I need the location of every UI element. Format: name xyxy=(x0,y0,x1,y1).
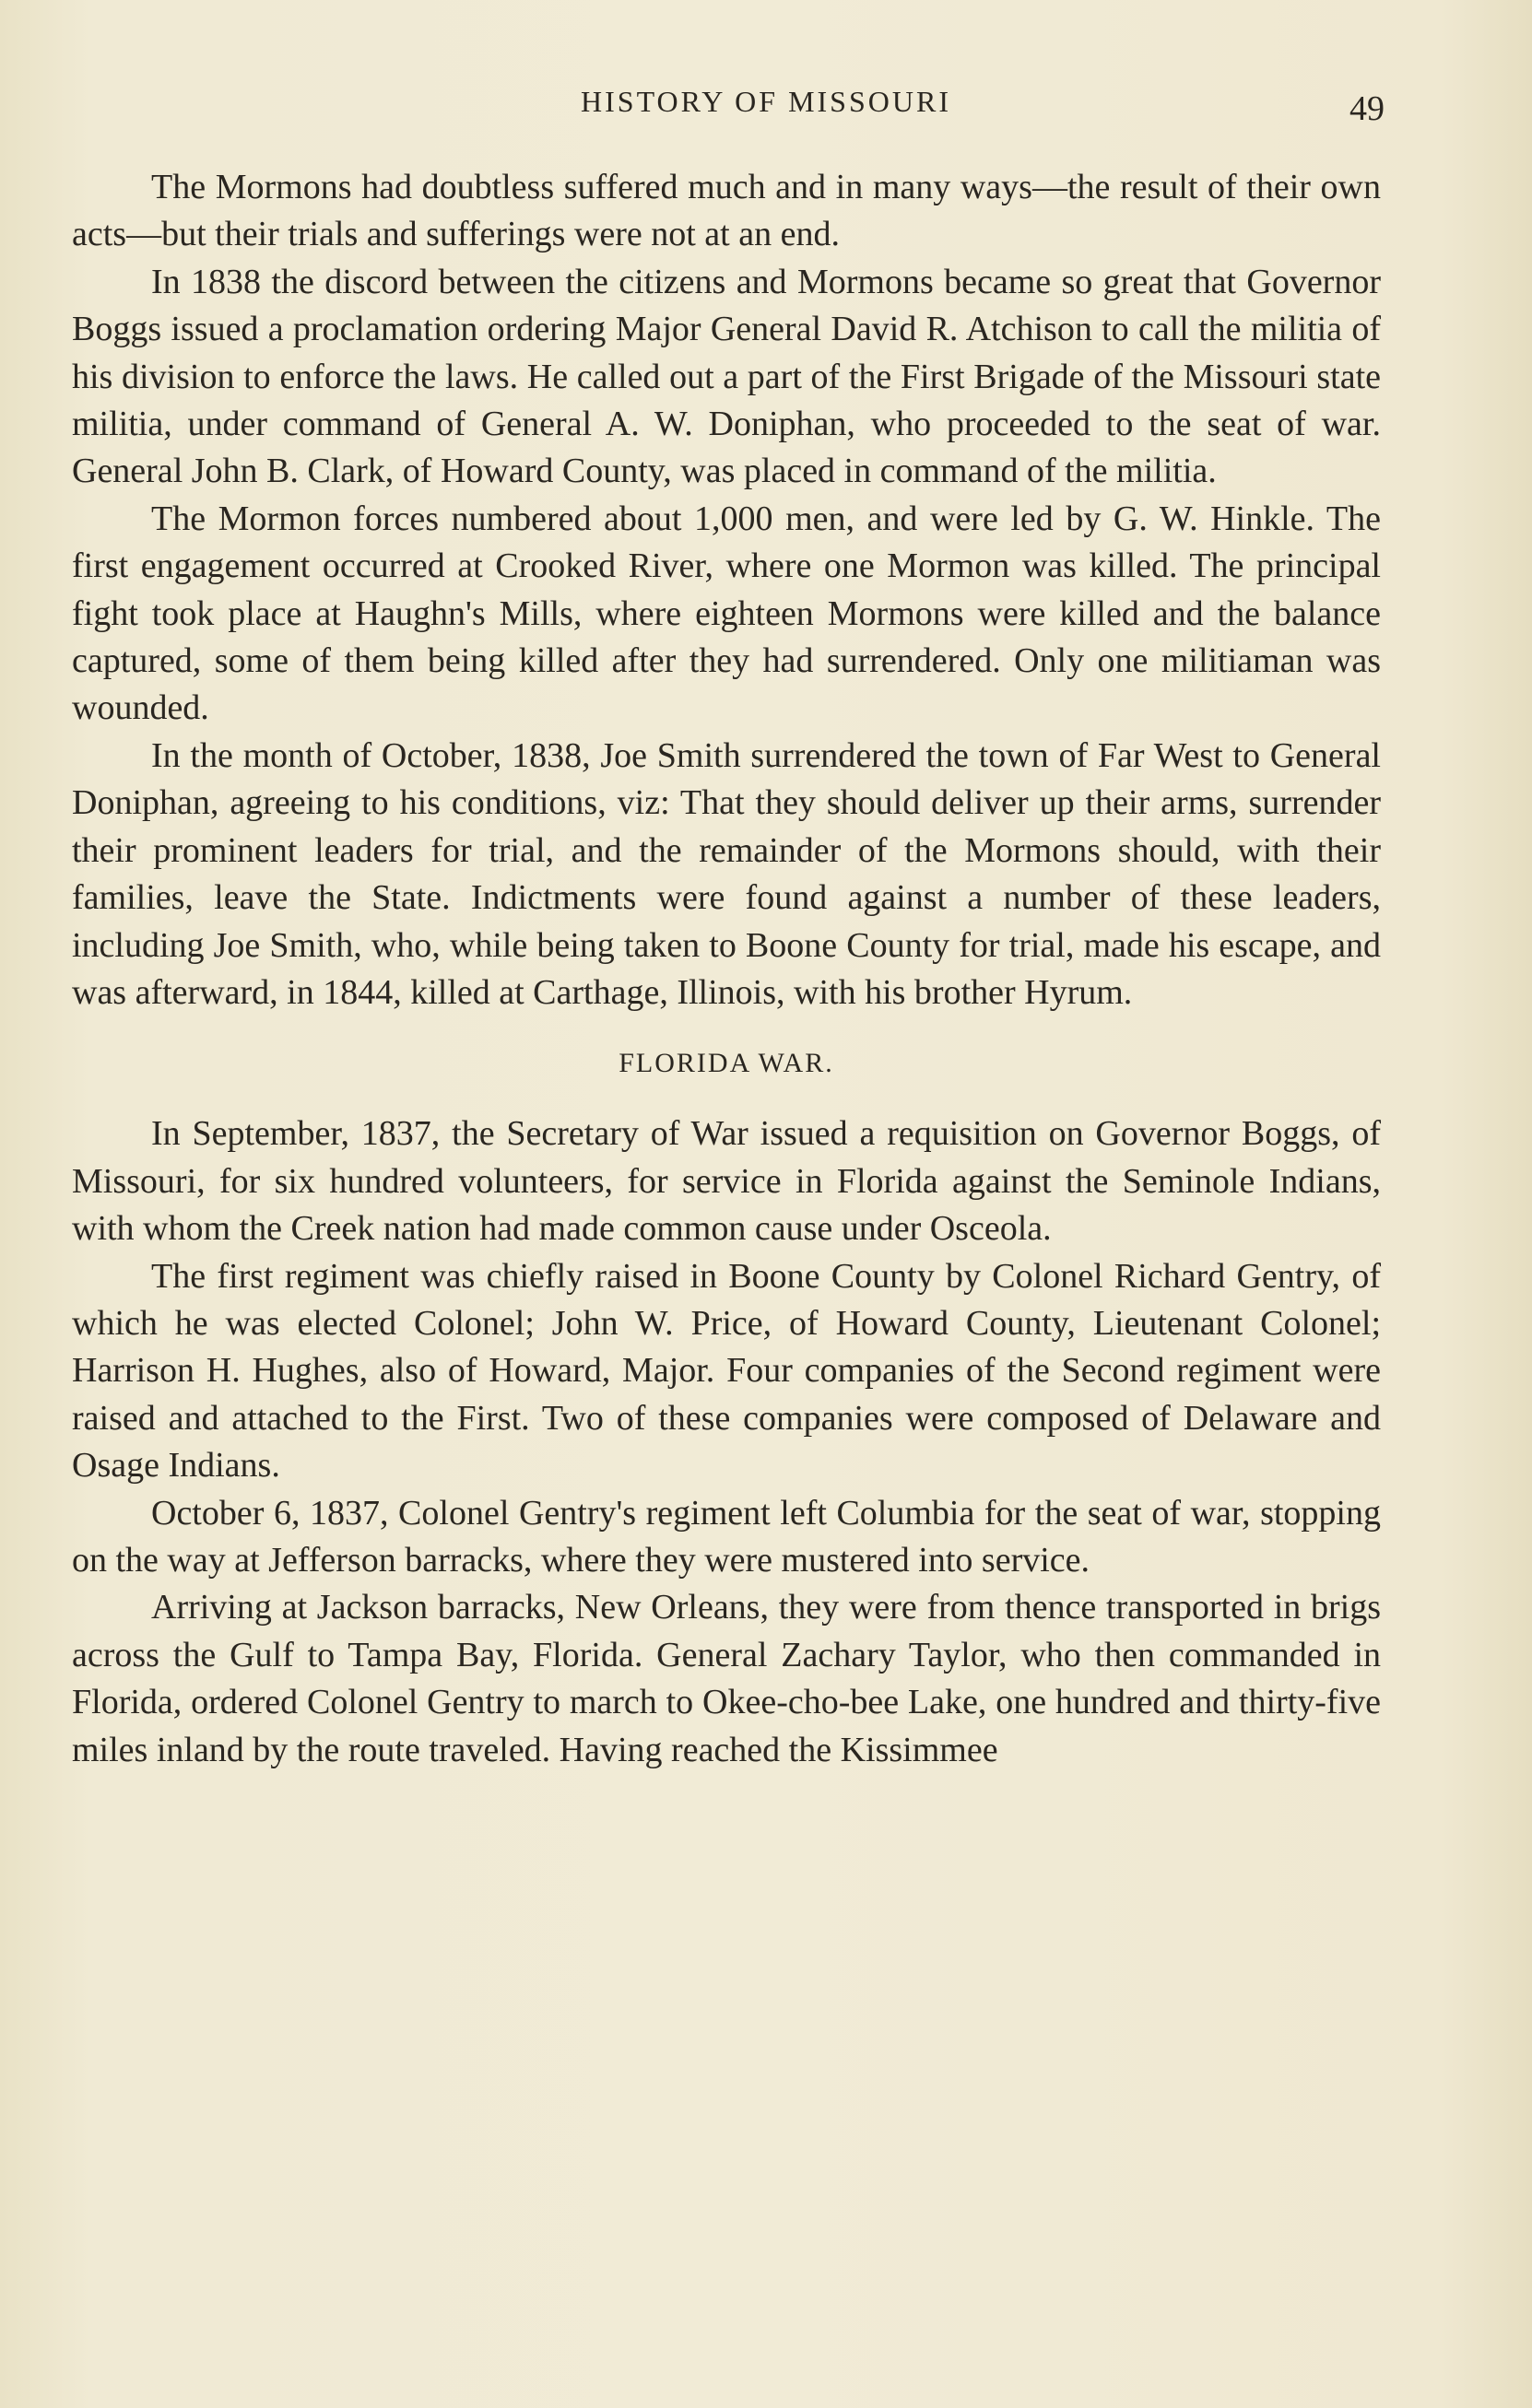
paragraph-1838-discord: In 1838 the discord between the citizens and Mormons became so great that Governor Boggs issued a proclamation ordering Major General David R. Atchison to call the militia of his division to enforce the laws. He called out a part of the First Brigade of the Missouri state militia, under command of General A. W. Doniphan, who proceeded to the seat of war. General John B. Clark, of Howard County, was placed in command of the militia. xyxy=(72,262,1381,491)
running-title: HISTORY OF MISSOURI xyxy=(581,85,951,118)
paragraph-mormon-sufferings: The Mormons had doubtless suffered much and in many ways—the result of their own acts—but their trials and sufferings were not at an end. xyxy=(72,168,1381,254)
paragraph-first-regiment: The first regiment was chiefly raised in Boone County by Colonel Richard Gentry, of which he was elected Colonel; John W. Price, of Howard County, Lieutenant Colonel; Harrison H. Hughes, also of Howard, Major. Four companies of the Second regiment were raised and attached to the First. Two of these companies were composed of Delaware and Osage Indians. xyxy=(72,1256,1381,1486)
page-body xyxy=(72,164,1381,1774)
paragraph-requisition: In September, 1837, the Secretary of War issued a requisition on Governor Boggs, of Missouri, for six hundred volunteers, for service in Florida against the Seminole Indians, with whom the Creek nation had made common cause under Osceola. xyxy=(72,1114,1381,1249)
page-header xyxy=(0,81,1532,136)
paragraph-far-west-surrender: In the month of October, 1838, Joe Smith surrendered the town of Far West to General Doniphan, agreeing to his conditions, viz: That they should deliver up their arms, surrender their prominent leaders for trial, and the remainder of the Mormons should, with their families, leave the State. Indictments were found against a number of these leaders, including Joe Smith, who, while being taken to Boone County for trial, made his escape, and was afterward, in 1844, killed at Carthage, Illinois, with his brother Hyrum. xyxy=(72,735,1381,1012)
paragraph-regiment-departure: October 6, 1837, Colonel Gentry's regiment left Columbia for the seat of war, stopping on the way at Jefferson barracks, where they were mustered into service. xyxy=(72,1493,1381,1580)
paragraph-jackson-barracks: Arriving at Jackson barracks, New Orleans, they were from thence transported in brigs across the Gulf to Tampa Bay, Florida. General Zachary Taylor, who then commanded in Florida, ordered Colonel Gentry to march to Okee-cho-bee Lake, one hundred and thirty-five miles inland by the route traveled. Having reached the Kissimmee xyxy=(72,1588,1381,1769)
page-number: 49 xyxy=(1349,89,1385,128)
section-heading-florida-war: FLORIDA WAR. xyxy=(619,1048,834,1079)
paragraph-mormon-forces: The Mormon forces numbered about 1,000 men, and were led by G. W. Hinkle. The first engagement occurred at Crooked River, where one Mormon was killed. The principal fight took place at Haughn's Mills, where eighteen Mormons were killed and the balance captured, some of them being killed after they had surrendered. Only one militiaman was wounded. xyxy=(72,499,1381,728)
